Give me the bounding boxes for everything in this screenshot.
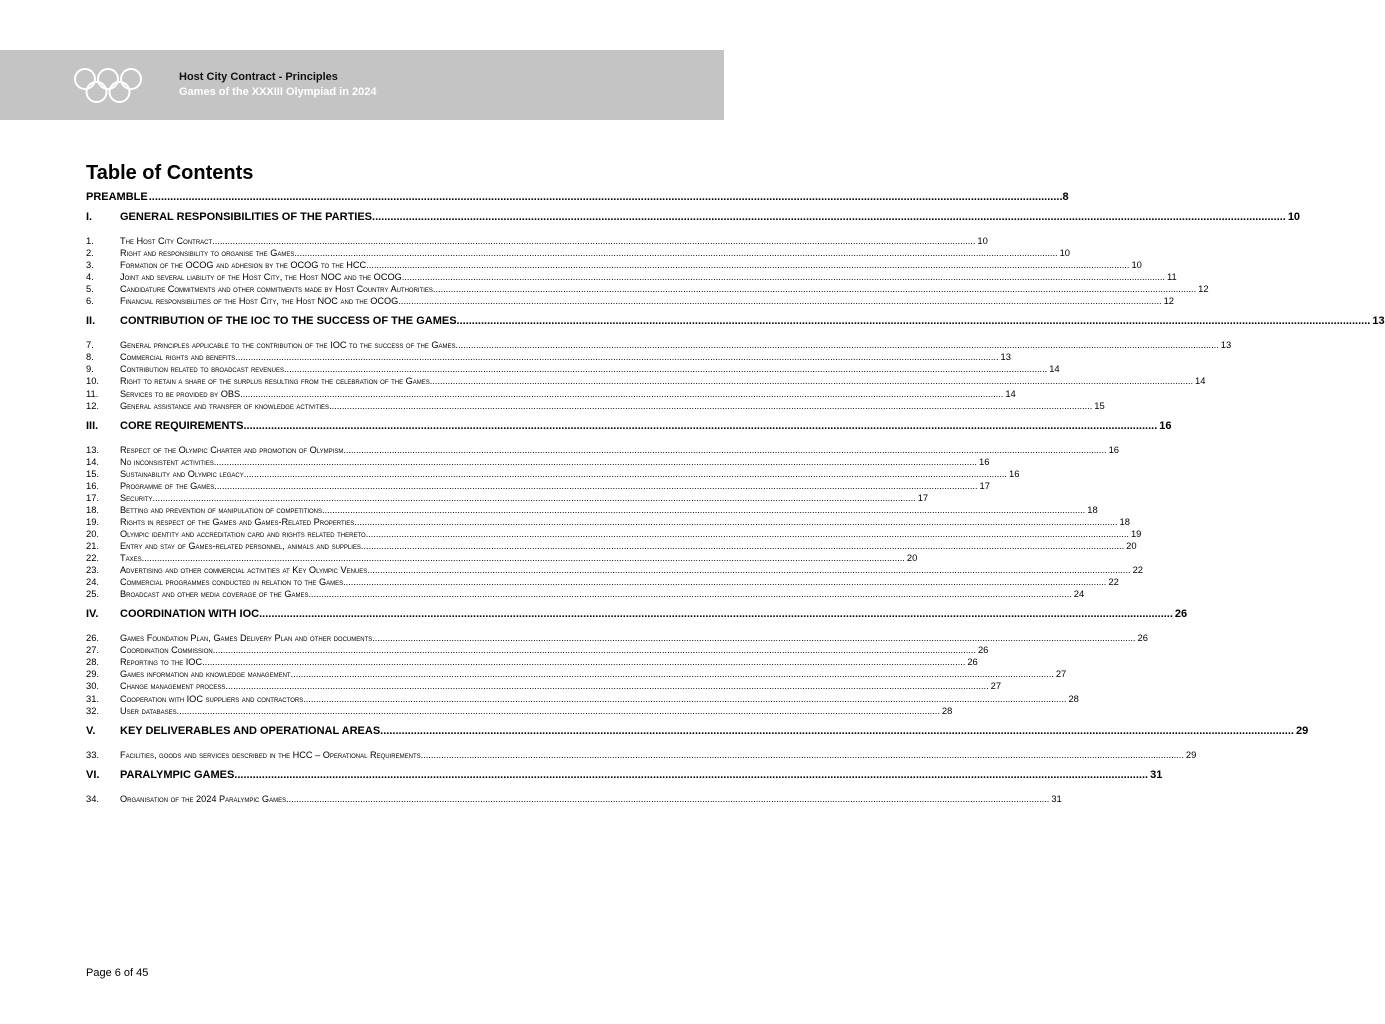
entry-number: 12. bbox=[86, 399, 100, 411]
toc-item-entry[interactable] bbox=[86, 564, 1143, 576]
entry-title: Formation of the OCOG and adhesion by the OCOG to the HCC bbox=[120, 260, 367, 271]
entry-page: 14 bbox=[1049, 363, 1060, 375]
entry-title: PARALYMPIC GAMES bbox=[120, 768, 235, 781]
dot-leader bbox=[366, 529, 1129, 539]
dot-leader bbox=[213, 645, 976, 655]
toc-item-entry[interactable] bbox=[86, 271, 1177, 283]
dot-leader bbox=[177, 706, 940, 716]
entry-page: 31 bbox=[1150, 768, 1163, 781]
entry-page: 13 bbox=[1372, 315, 1385, 328]
toc-item-entry[interactable] bbox=[86, 351, 1011, 363]
entry-number: 29. bbox=[86, 668, 100, 680]
toc-heading: Table of Contents bbox=[86, 162, 254, 184]
entry-number: III. bbox=[86, 419, 99, 432]
entry-number: 16. bbox=[86, 479, 100, 491]
entry-title: General principles applicable to the contribution of the IOC to the success of the Games bbox=[120, 340, 456, 351]
entry-number: 3. bbox=[86, 259, 94, 271]
entry-number: 4. bbox=[86, 271, 94, 283]
entry-title: Joint and several liability of the Host City, the Host NOC and the OCOG bbox=[120, 272, 402, 283]
entry-page: 11 bbox=[1167, 271, 1177, 283]
toc-section-entry[interactable] bbox=[86, 211, 1301, 226]
dot-leader bbox=[214, 457, 977, 467]
dot-leader bbox=[433, 284, 1196, 294]
toc-item-entry[interactable] bbox=[86, 399, 1105, 412]
entry-title: Respect of the Olympic Charter and promotion of Olympism bbox=[120, 444, 344, 455]
entry-page: 15 bbox=[1094, 399, 1105, 411]
dot-leader bbox=[456, 340, 1219, 350]
entry-number: V. bbox=[86, 724, 96, 737]
toc-item-entry[interactable] bbox=[86, 235, 988, 247]
toc-item-entry[interactable] bbox=[86, 339, 1232, 351]
entry-number: 31. bbox=[86, 692, 100, 704]
toc-item-entry[interactable] bbox=[86, 576, 1119, 588]
dot-leader bbox=[421, 750, 1184, 760]
entry-title: Services to be provided by OBS bbox=[120, 388, 241, 399]
entry-number: 9. bbox=[86, 363, 94, 375]
entry-number: 24. bbox=[86, 576, 100, 588]
entry-title: CORE REQUIREMENTS bbox=[120, 419, 244, 432]
toc-item-entry[interactable] bbox=[86, 375, 1206, 387]
entry-number: I. bbox=[86, 211, 93, 223]
entry-page: 12 bbox=[1198, 283, 1209, 295]
toc-item-entry[interactable] bbox=[86, 632, 1148, 644]
toc-section-entry[interactable] bbox=[86, 608, 1188, 623]
entry-number: 10. bbox=[86, 375, 100, 387]
dot-leader bbox=[243, 420, 1157, 432]
dot-leader bbox=[234, 769, 1148, 781]
header-title: Host City Contract - Principles bbox=[179, 71, 338, 83]
toc-item-entry[interactable] bbox=[86, 491, 929, 504]
entry-page: 16 bbox=[1008, 467, 1020, 479]
entry-title: Advertising and other commercial activities at Key Olympic Venues bbox=[120, 565, 368, 576]
dot-leader bbox=[142, 553, 905, 563]
toc-item-entry[interactable] bbox=[86, 527, 1142, 540]
dot-leader bbox=[291, 669, 1054, 679]
entry-title: Rights in respect of the Games and Games-Related Properties bbox=[120, 516, 355, 527]
entry-title: GENERAL RESPONSIBILITIES OF THE PARTIES bbox=[120, 211, 373, 223]
entry-number: 25. bbox=[86, 588, 100, 600]
dot-leader bbox=[286, 794, 1049, 804]
entry-number: 5. bbox=[86, 283, 94, 295]
toc-section-entry[interactable] bbox=[86, 724, 1309, 740]
entry-number: 23. bbox=[86, 564, 100, 576]
entry-page: 20 bbox=[1126, 540, 1137, 551]
entry-number: 33. bbox=[86, 748, 100, 760]
entry-title: KEY DELIVERABLES AND OPERATIONAL AREAS bbox=[120, 724, 381, 737]
entry-page: 14 bbox=[1195, 375, 1206, 387]
toc-item-entry[interactable] bbox=[86, 479, 990, 492]
dot-leader bbox=[240, 389, 1003, 399]
entry-page: 26 bbox=[977, 644, 989, 656]
entry-number: 7. bbox=[86, 339, 94, 351]
entry-title: Facilities, goods and services described in the HCC – Operational Requirements bbox=[120, 749, 421, 760]
entry-title: Betting and prevention of manipulation of competitions bbox=[120, 504, 323, 515]
dot-leader bbox=[329, 401, 1092, 411]
dot-leader bbox=[343, 577, 1106, 587]
entry-page: 16 bbox=[1159, 419, 1172, 432]
dot-leader bbox=[398, 296, 1161, 306]
toc-item-entry[interactable] bbox=[86, 692, 1079, 705]
table-of-contents bbox=[86, 0, 1385, 1024]
entry-page: 17 bbox=[979, 479, 990, 491]
entry-title: Programme of the Games bbox=[120, 480, 215, 491]
entry-page: 28 bbox=[941, 704, 953, 716]
dot-leader bbox=[212, 236, 975, 246]
entry-title: Games Foundation Plan, Games Delivery Plan and other documents bbox=[120, 633, 373, 644]
dot-leader bbox=[284, 364, 1047, 374]
entry-number: 22. bbox=[86, 552, 100, 564]
dot-leader bbox=[149, 191, 1063, 203]
entry-page: 16 bbox=[978, 455, 990, 467]
entry-title: Games information and knowledge management bbox=[120, 669, 291, 680]
entry-title: User databases bbox=[120, 705, 177, 716]
entry-title: Security bbox=[120, 492, 153, 503]
entry-title: Commercial programmes conducted in relation to the Games bbox=[120, 577, 344, 588]
entry-title: Olympic identity and accreditation card and rights related thereto bbox=[120, 528, 366, 539]
entry-number: 6. bbox=[86, 295, 94, 307]
entry-page: 10 bbox=[1287, 211, 1301, 223]
entry-title: Right and responsibility to organise the Games bbox=[120, 248, 295, 259]
entry-title: Taxes bbox=[120, 553, 142, 564]
entry-title: Commercial rights and benefits bbox=[120, 352, 236, 363]
entry-page: 19 bbox=[1130, 527, 1142, 539]
dot-leader bbox=[152, 493, 915, 503]
dot-leader bbox=[322, 505, 1085, 515]
entry-title: Organisation of the 2024 Paralympic Games bbox=[120, 793, 287, 804]
toc-item-entry[interactable] bbox=[86, 467, 1020, 480]
entry-title: No inconsistent activities bbox=[120, 456, 214, 467]
toc-section-entry[interactable] bbox=[86, 419, 1172, 435]
entry-number: 18. bbox=[86, 503, 100, 515]
entry-page: 16 bbox=[1108, 443, 1120, 455]
toc-item-entry[interactable] bbox=[86, 680, 1002, 692]
toc-entry-preamble[interactable] bbox=[86, 191, 1069, 205]
entry-page: 10 bbox=[1131, 259, 1142, 271]
dot-leader bbox=[343, 445, 1106, 455]
entry-page: 29 bbox=[1295, 724, 1309, 737]
entry-page: 14 bbox=[1005, 387, 1016, 399]
entry-page: 13 bbox=[1000, 351, 1011, 363]
dot-leader bbox=[303, 694, 1066, 704]
entry-number: 14. bbox=[86, 455, 100, 467]
entry-title: The Host City Contract bbox=[120, 236, 213, 246]
toc-item-entry[interactable] bbox=[86, 552, 918, 564]
entry-title: Contribution related to broadcast revenues bbox=[120, 364, 284, 375]
entry-page: 29 bbox=[1185, 748, 1197, 760]
entry-number: 19. bbox=[86, 515, 100, 527]
entry-title: PREAMBLE bbox=[86, 191, 148, 203]
toc-item-entry[interactable] bbox=[86, 259, 1142, 271]
entry-page: 26 bbox=[967, 656, 978, 668]
toc-item-entry[interactable] bbox=[86, 792, 1062, 805]
toc-item-entry[interactable] bbox=[86, 283, 1209, 295]
toc-item-entry[interactable] bbox=[86, 515, 1130, 528]
dot-leader bbox=[202, 657, 965, 667]
toc-item-entry[interactable] bbox=[86, 748, 1197, 761]
dot-leader bbox=[372, 633, 1135, 643]
entry-number: 21. bbox=[86, 540, 100, 551]
entry-title: Reporting to the IOC bbox=[120, 657, 203, 668]
entry-number: II. bbox=[86, 315, 96, 328]
entry-page: 24 bbox=[1073, 588, 1085, 600]
dot-leader bbox=[367, 565, 1130, 575]
entry-title: COORDINATION WITH IOC bbox=[120, 608, 260, 621]
entry-title: Cooperation with IOC suppliers and contractors bbox=[120, 693, 304, 704]
entry-page: 22 bbox=[1132, 564, 1143, 576]
toc-section-entry[interactable] bbox=[86, 768, 1163, 784]
toc-item-entry[interactable] bbox=[86, 247, 1071, 259]
dot-leader bbox=[380, 725, 1294, 737]
dot-leader bbox=[457, 315, 1371, 327]
dot-leader bbox=[361, 541, 1124, 551]
entry-number: 17. bbox=[86, 491, 100, 503]
entry-title: Coordination Commission bbox=[120, 645, 213, 656]
entry-number: VI. bbox=[86, 768, 100, 781]
entry-number: 34. bbox=[86, 792, 100, 804]
entry-title: Sustainability and Olympic legacy bbox=[120, 468, 244, 479]
dot-leader bbox=[294, 248, 1057, 258]
toc-item-entry[interactable] bbox=[86, 363, 1060, 375]
entry-number: 13. bbox=[86, 443, 100, 455]
entry-number: 32. bbox=[86, 704, 100, 716]
dot-leader bbox=[366, 260, 1129, 270]
entry-number: 1. bbox=[86, 235, 94, 246]
entry-page: 26 bbox=[1137, 632, 1148, 644]
entry-title: Change management process bbox=[120, 681, 226, 692]
dot-leader bbox=[372, 211, 1286, 223]
toc-item-entry[interactable] bbox=[86, 455, 990, 468]
entry-number: 8. bbox=[86, 351, 94, 363]
toc-item-entry[interactable] bbox=[86, 588, 1085, 600]
entry-page: 18 bbox=[1119, 515, 1130, 527]
entry-page: 28 bbox=[1068, 692, 1079, 704]
entry-title: Financial responsibilities of the Host City, the Host NOC and the OCOG bbox=[120, 296, 399, 307]
dot-leader bbox=[402, 272, 1165, 282]
entry-number: IV. bbox=[86, 608, 99, 621]
entry-number: 2. bbox=[86, 247, 94, 259]
dot-leader bbox=[259, 608, 1173, 620]
dot-leader bbox=[225, 681, 988, 691]
entry-page: 26 bbox=[1174, 608, 1188, 621]
entry-page: 27 bbox=[990, 680, 1002, 692]
dot-leader bbox=[430, 376, 1193, 386]
dot-leader bbox=[309, 589, 1072, 599]
header-subtitle: Games of the XXXIII Olympiad in 2024 bbox=[179, 86, 377, 98]
page-number-footer: Page 6 of 45 bbox=[86, 967, 149, 979]
toc-item-entry[interactable] bbox=[86, 295, 1175, 307]
entry-number: 28. bbox=[86, 656, 100, 668]
entry-page: 22 bbox=[1108, 576, 1119, 588]
entry-page: 17 bbox=[917, 491, 929, 503]
entry-number: 27. bbox=[86, 644, 100, 656]
entry-page: 10 bbox=[1059, 247, 1071, 259]
entry-title: General assistance and transfer of knowledge activities bbox=[120, 400, 330, 411]
dot-leader bbox=[354, 517, 1117, 527]
entry-title: Candidature Commitments and other commitments made by Host Country Authorities bbox=[120, 284, 433, 295]
toc-item-entry[interactable] bbox=[86, 540, 1137, 552]
dot-leader bbox=[235, 352, 998, 362]
entry-title: Broadcast and other media coverage of the Games bbox=[120, 589, 309, 600]
toc-item-entry[interactable] bbox=[86, 443, 1120, 456]
entry-number: 15. bbox=[86, 467, 100, 479]
entry-number: 26. bbox=[86, 632, 100, 644]
entry-title: CONTRIBUTION OF THE IOC TO THE SUCCESS OF THE GAMES bbox=[120, 315, 457, 328]
dot-leader bbox=[214, 481, 977, 491]
entry-number: 11. bbox=[86, 387, 99, 399]
entry-page: 27 bbox=[1055, 668, 1067, 680]
toc-section-entry[interactable] bbox=[86, 315, 1385, 330]
dot-leader bbox=[244, 469, 1007, 479]
toc-item-entry[interactable] bbox=[86, 387, 1016, 400]
toc-item-entry[interactable] bbox=[86, 503, 1098, 516]
entry-page: 18 bbox=[1087, 503, 1098, 515]
toc-item-entry[interactable] bbox=[86, 668, 1067, 680]
toc-item-entry[interactable] bbox=[86, 656, 978, 668]
entry-number: 20. bbox=[86, 527, 100, 539]
entry-page: 13 bbox=[1220, 339, 1232, 351]
entry-page: 10 bbox=[977, 235, 988, 246]
toc-item-entry[interactable] bbox=[86, 644, 989, 656]
entry-page: 8 bbox=[1062, 191, 1069, 203]
entry-page: 20 bbox=[906, 552, 918, 564]
entry-title: Entry and stay of Games-related personnel, animals and supplies bbox=[120, 541, 361, 551]
entry-number: 30. bbox=[86, 680, 100, 692]
entry-page: 31 bbox=[1051, 792, 1062, 804]
entry-page: 12 bbox=[1163, 295, 1175, 307]
entry-title: Right to retain a share of the surplus resulting from the celebration of the Games bbox=[120, 376, 430, 387]
toc-item-entry[interactable] bbox=[86, 704, 953, 717]
